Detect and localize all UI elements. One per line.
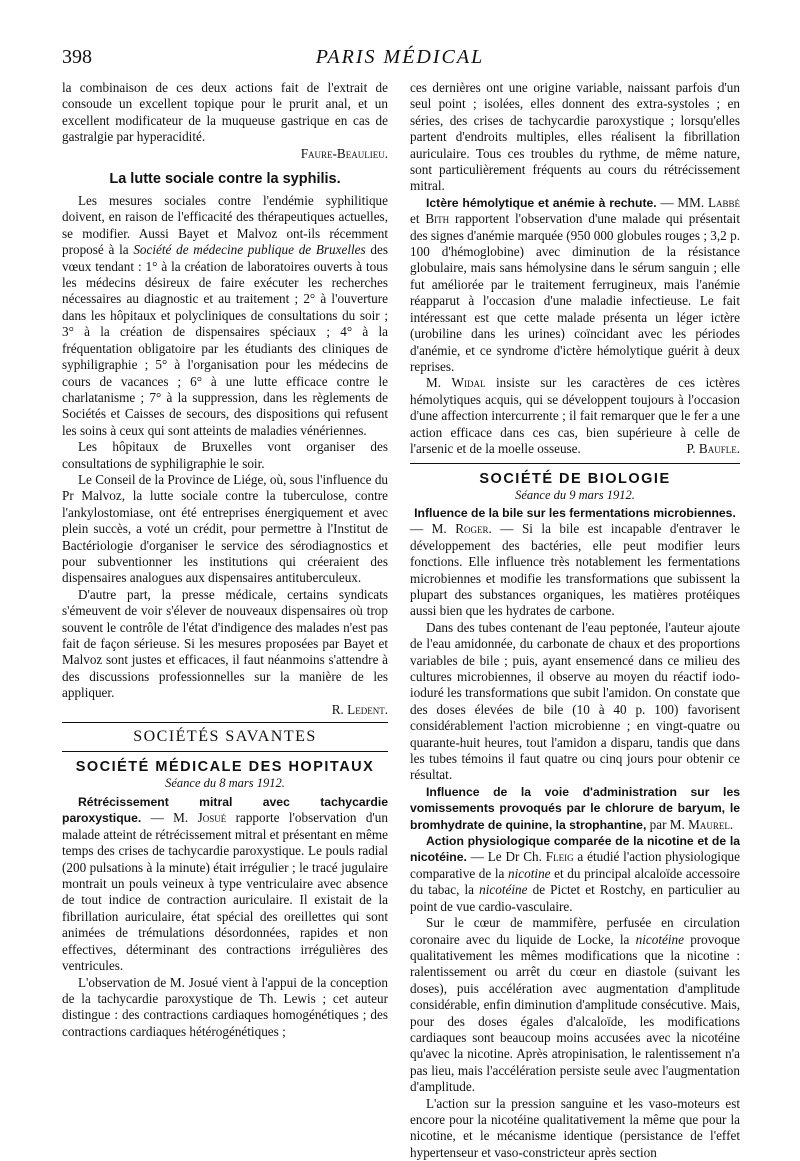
heading-syphilis: La lutte sociale contre la syphilis. bbox=[109, 171, 341, 188]
seance-hopitaux: Séance du 8 mars 1912. bbox=[165, 776, 285, 791]
heading-societe-biologie: SOCIÉTÉ DE BIOLOGIE bbox=[479, 471, 671, 488]
section-rule-top bbox=[62, 722, 388, 723]
seance-biologie: Séance du 9 mars 1912. bbox=[515, 488, 635, 503]
subheading-bile: Influence de la bile sur les fermentations microbiennes. bbox=[414, 506, 736, 521]
paragraph-voie: Influence de la voie d'administration sur les vomissements provoqués par le chlorure de baryum, le bromhydrate de quinine, la strophantine, par M. Maurel. bbox=[410, 784, 740, 832]
societe-bio-rule bbox=[410, 463, 740, 464]
paragraph-syphilis-2: Les hôpitaux de Bruxelles vont organiser des consultations de syphiligraphie le soir. bbox=[62, 439, 388, 471]
running-title: PARIS MÉDICAL bbox=[315, 46, 485, 68]
page-number: 398 bbox=[62, 46, 92, 68]
paragraph-intro: la combinaison de ces deux actions fait de l'extrait de consoude un excellent topique pour le prurit anal, et un excellent modificateur de la muqueuse gastrique en cas de gastralgie par hyperacidité. bbox=[62, 80, 388, 145]
paragraph-syphilis-1: Les mesures sociales contre l'endémie syphilitique doivent, en raison de l'efficacité des thérapeutiques actuelles, se modifier. Aussi Bayet et Malvoz ont-ils récemment proposé à la Société de médecine publique de Bruxelles des vœux tendant : 1° à la création de laboratoires ouverts à tous les médecins désireux de faire exécuter les recherches nécessaires au diagnostic et au traitement ; 2° à l'ouverture dans les hôpitaux et polycliniques de consultations du soir ; 3° à la création de dispensaires spéciaux ; 4° à la fréquentation obligatoire par les étudiants des cliniques de syphiligraphie ; 5° à l'organisation pour les médecins de cours de vacances ; 6° à une lutte efficace contre le charlatanisme ; 7° à la suppression, dans les règlements de Sociétés et Caisses de secours, des dispositions qui refusent les soins à ceux qui sont atteints de maladies vénériennes. bbox=[62, 193, 388, 438]
paragraph-bile-2: Dans des tubes contenant de l'eau peptonée, l'auteur ajoute de l'eau amidonnée, du carbonate de chaux et des proportions variables de bile ; puis, ayant ensemencé dans ce milieu des cultures microbiennes, il observe au moyen du réactif iodo-ioduré les transformations que subit l'amidon. On constate que des doses élevées de bile (10 à 40 p. 100) favorisent considérablement l'action microbienne ; en vingt-quatre ou quarante-huit heures, tout l'amidon a disparu, tandis que dans les tubes témoins il faut quatre ou cinq jours pour obtenir ce résultat. bbox=[410, 619, 740, 783]
left-column bbox=[62, 80, 388, 1040]
paragraph-nicotine-2: Sur le cœur de mammifère, perfusée en circulation coronaire avec du liquide de Locke, la nicotéine provoque qualitativement les mêmes modifications que la nicotine : ralentissement ou arrêt du cœur en diastole (suivant les doses), puis accélération avec augmentation d'amplitude considérable, enfin diminution d'amplitude consécutive. Mais, pour des doses égales d'alcaloïde, les modifications cardiaques sont beaucoup moins accusées avec la nicotéine qu'avec la nicotine. Après atropinisation, le ralentissement n'a pas lieu, mais l'accélération persiste seule avec l'augmentation d'amplitude. bbox=[410, 915, 740, 1095]
paragraph-retrecissement-2: L'observation de M. Josué vient à l'appui de la conception de la tachycardie paroxystique de Th. Lewis ; cet auteur distingue : des contractions cardiaques homogénétiques ; des contractions cardiaques hétérogénétiques ; bbox=[62, 974, 388, 1039]
page-header bbox=[62, 46, 738, 74]
right-column bbox=[410, 80, 740, 1161]
paragraph-nicotine: Action physiologique comparée de la nicotine et de la nicotéine. — Le Dr Ch. Fleig a étudié l'action physiologique comparative de la nicotine et du principal alcaloïde accessoire du tabac, la nicotéine de Pictet et Rostchy, en particulier au point de vue cardio-vasculaire. bbox=[410, 834, 740, 914]
signature-baufle: P. Baufle. bbox=[686, 440, 740, 456]
paragraph-nicotine-3: L'action sur la pression sanguine et les vaso-moteurs est encore pour la nicotéine qualitativement la même que pour la nicotine, et le mécanisme identique (persistance de l'effet hypertenseur et vaso-constricteur après section bbox=[410, 1095, 740, 1160]
paragraph-retrecissement: Rétrécissement mitral avec tachycardie paroxystique. — M. Josué rapporte l'observation d'un malade atteint de rétrécissement mitral et présentant en même temps des crises de tachycardie paroxystique. Le pouls radial (200 pulsations à la minute) était irrégulier ; le tracé jugulaire montrait un pouls veineux à type ventriculaire avec absence de tout indice de contraction auriculaire. Il existait de la fibrillation auriculaire, état spécial des oreillettes qui sont animées de trémulations désordonnées, rapides et non effectives, déterminant des contractions irrégulières des ventricules. bbox=[62, 795, 388, 974]
section-title-societes: SOCIÉTÉS SAVANTES bbox=[133, 728, 317, 746]
paragraph-continuation: ces dernières ont une origine variable, naissant parfois d'un seul point ; isolées, elles donnent des extra-systoles ; en séries, des crises de tachycardie paroxystique ; lorsqu'elles partent d'endroits multiples, elles réalisent la fibrillation auriculaire. Tous ces troubles du rythme, de même nature, sont particulièrement fréquents au cours du rétrécissement mitral. bbox=[410, 80, 740, 194]
paragraph-syphilis-4: D'autre part, la presse médicale, certains syndicats s'émeuvent de voir s'élever de nouveaux dispensaires où trop souvent le contrôle de l'état d'indigence des malades n'est pas fait de façon sérieuse. Si les mesures proposées par Bayet et Malvoz sont justes et efficaces, il faut néanmoins s'attendre à des discussions professionnelles sur la manière de les appliquer. bbox=[62, 586, 388, 701]
signature-ledent: R. Ledent. bbox=[331, 701, 388, 717]
paragraph-ictere: Ictère hémolytique et anémie à rechute. — MM. Labbé et Bith rapportent l'observation d'une malade qui présentait des signes d'anémie marquée (950 000 globules rouges ; 3,2 p. 100 d'hémoglobine) avec diminution de la résistance globulaire, mais sans hémolysine dans le sérum sanguin ; elle fut améliorée par le traitement ferrugineux, mais l'anémie réapparut à l'occasion d'une maladie infectieuse. Le fait intéressant est que cette malade présenta un léger ictère (urobiline dans les urines) coïncidant avec les périodes d'anémie, et ce syndrome d'ictère hémolytique guérit à deux reprises. bbox=[410, 194, 741, 374]
paragraph-widal: M. Widal insiste sur les caractères de ces ictères hémolytiques acquis, qui se développent toujours à l'occasion d'une affection intercurrente ; il fait remarquer que le fer a une action efficace dans ces cas, bien supérieure à celle de l'arsenic et de la moelle osseuse. P. Baufle. bbox=[410, 375, 740, 456]
paragraph-syphilis-3: Le Conseil de la Province de Liége, où, sous l'influence du Pr Malvoz, la lutte sociale contre la tuberculose, contre l'ankylostomiase, ont été entreprises énergiquement et avec plein succès, a voté un crédit, pour permettre à l'Institut de Bactériologie d'organiser le service des sérodiagnostics et pour subventionner les institutions qui créeraient des dispensaires analogues aux dispensaires antituberculeux. bbox=[62, 471, 389, 586]
heading-societe-hopitaux: SOCIÉTÉ MÉDICALE DES HOPITAUX bbox=[75, 759, 375, 776]
signature-faure: Faure-Beaulieu. bbox=[300, 145, 388, 161]
section-rule-bottom bbox=[62, 751, 388, 752]
paragraph-bile: — M. Roger. — Si la bile est incapable d'entraver le développement des bactéries, elle peut modifier leurs fonctions. Elle influence très notablement les fermentations microbiennes et modifie les transformations que subissent la plupart des substances organiques, les matières protéiques aussi bien que les hydrates de carbone. bbox=[410, 521, 740, 619]
